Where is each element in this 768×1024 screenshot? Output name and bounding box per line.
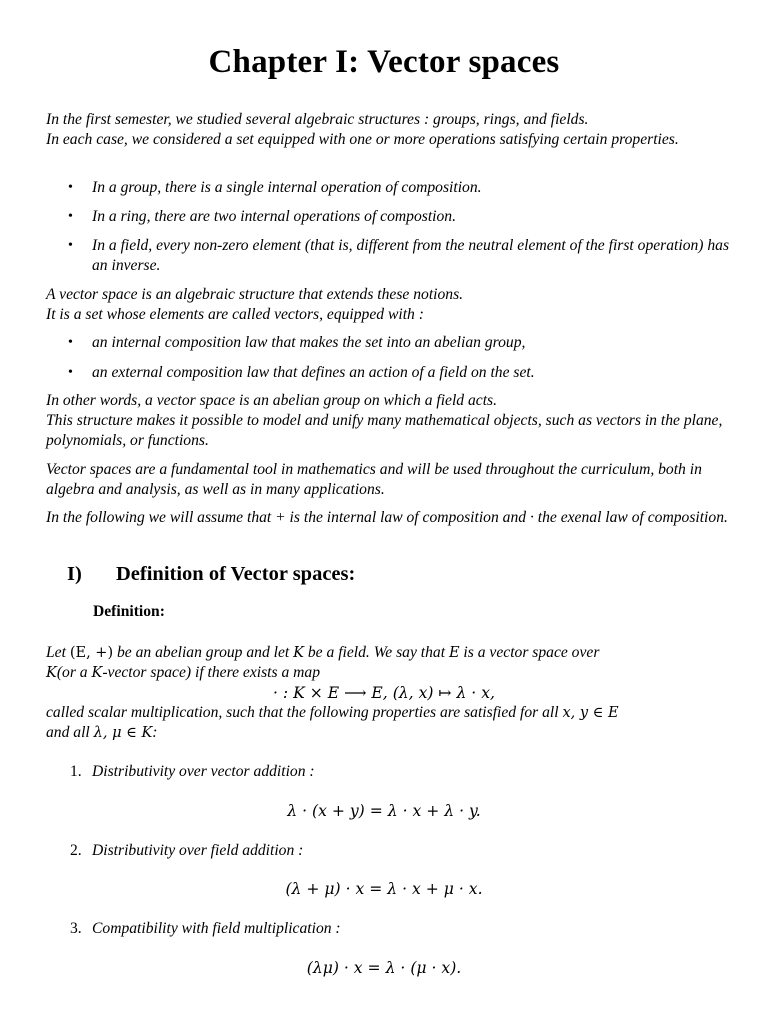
property-formula: (λ + μ) · x = λ · x + μ · x. xyxy=(285,880,483,898)
list-item: • In a ring, there are two internal operations of compostion. xyxy=(92,207,732,227)
list-item: • In a group, there is a single internal operation of composition. xyxy=(92,178,732,198)
page-title: Chapter I: Vector spaces xyxy=(208,44,560,80)
property-item xyxy=(70,841,710,861)
property-formula: λ · (x + y) = λ · x + λ · y. xyxy=(287,802,481,820)
definition-text: called scalar multiplication, such that the following properties are satisfied for all xyxy=(46,704,563,721)
definition-text: -vector space) if there exists a map xyxy=(102,664,321,681)
section-number: I) xyxy=(67,563,82,585)
property-item xyxy=(70,762,710,782)
intro-line-1: In the first semester, we studied several algebraic structures : groups, rings, and fields. xyxy=(46,111,589,128)
section-heading xyxy=(67,563,355,586)
intro-line-2: In each case, we considered a set equipped with one or more operations satisfying certain properties. xyxy=(46,131,679,148)
property-number: 2. xyxy=(70,842,82,859)
fundamental-paragraph: Vector spaces are a fundamental tool in mathematics and will be used throughout the curriculum, both in algebra and analysis, as well as in many applications. xyxy=(46,461,702,498)
definition-line-1 xyxy=(46,643,736,663)
definition-text: be an abelian group and let xyxy=(113,644,294,661)
definition-text: be a field. We say that xyxy=(303,644,449,661)
math-scalars: λ, μ ∈ K xyxy=(93,725,153,741)
definition-line-3 xyxy=(46,703,736,723)
definition-line-4 xyxy=(46,723,736,743)
property-label: Distributivity over field addition : xyxy=(92,842,304,859)
assumption-paragraph: In the following we will assume that + is the internal law of composition and · the exenal law of composition. xyxy=(46,509,728,526)
property-formula: (λμ) · x = λ · (μ · x). xyxy=(306,959,462,977)
scalar-map-formula: · : K × E ⟶ E, (λ, x) ↦ λ · x, xyxy=(273,684,495,702)
math-field-symbol: K xyxy=(91,665,103,681)
definition-text: (or a xyxy=(56,664,92,681)
math-group-pair: (E, +) xyxy=(69,645,114,661)
definition-label: Definition: xyxy=(93,603,165,620)
definition-text: and all xyxy=(46,724,94,741)
list-item: • an internal composition law that makes the set into an abelian group, xyxy=(92,333,732,353)
definition-text: : xyxy=(152,724,158,741)
math-field-symbol: K xyxy=(46,665,57,681)
property-label: Distributivity over vector addition : xyxy=(92,763,315,780)
definition-line-2 xyxy=(46,663,736,683)
list-item: • an external composition law that defines an action of a field on the set. xyxy=(92,363,732,383)
section-title: Definition of Vector spaces: xyxy=(116,563,356,585)
property-number: 1. xyxy=(70,763,82,780)
definition-text: is a vector space over xyxy=(459,644,600,661)
other-words-line-1: In other words, a vector space is an abelian group on which a field acts. xyxy=(46,392,498,409)
list-item: • In a field, every non-zero element (that is, different from the neutral element of the first operation) has an inverse. xyxy=(92,236,732,276)
math-field-symbol: K xyxy=(293,645,304,661)
definition-text: Let xyxy=(46,644,70,661)
property-label: Compatibility with field multiplication : xyxy=(92,920,341,937)
math-vectors: x, y ∈ E xyxy=(562,705,619,721)
math-space-symbol: E xyxy=(448,645,460,661)
property-item xyxy=(70,919,710,939)
vs-intro-line-2: It is a set whose elements are called vectors, equipped with : xyxy=(46,306,424,323)
other-words-line-2: This structure makes it possible to model and unify many mathematical objects, such as vectors in the plane, polynomials, or functions. xyxy=(46,412,723,449)
property-number: 3. xyxy=(70,920,82,937)
vs-intro-line-1: A vector space is an algebraic structure that extends these notions. xyxy=(46,286,464,303)
